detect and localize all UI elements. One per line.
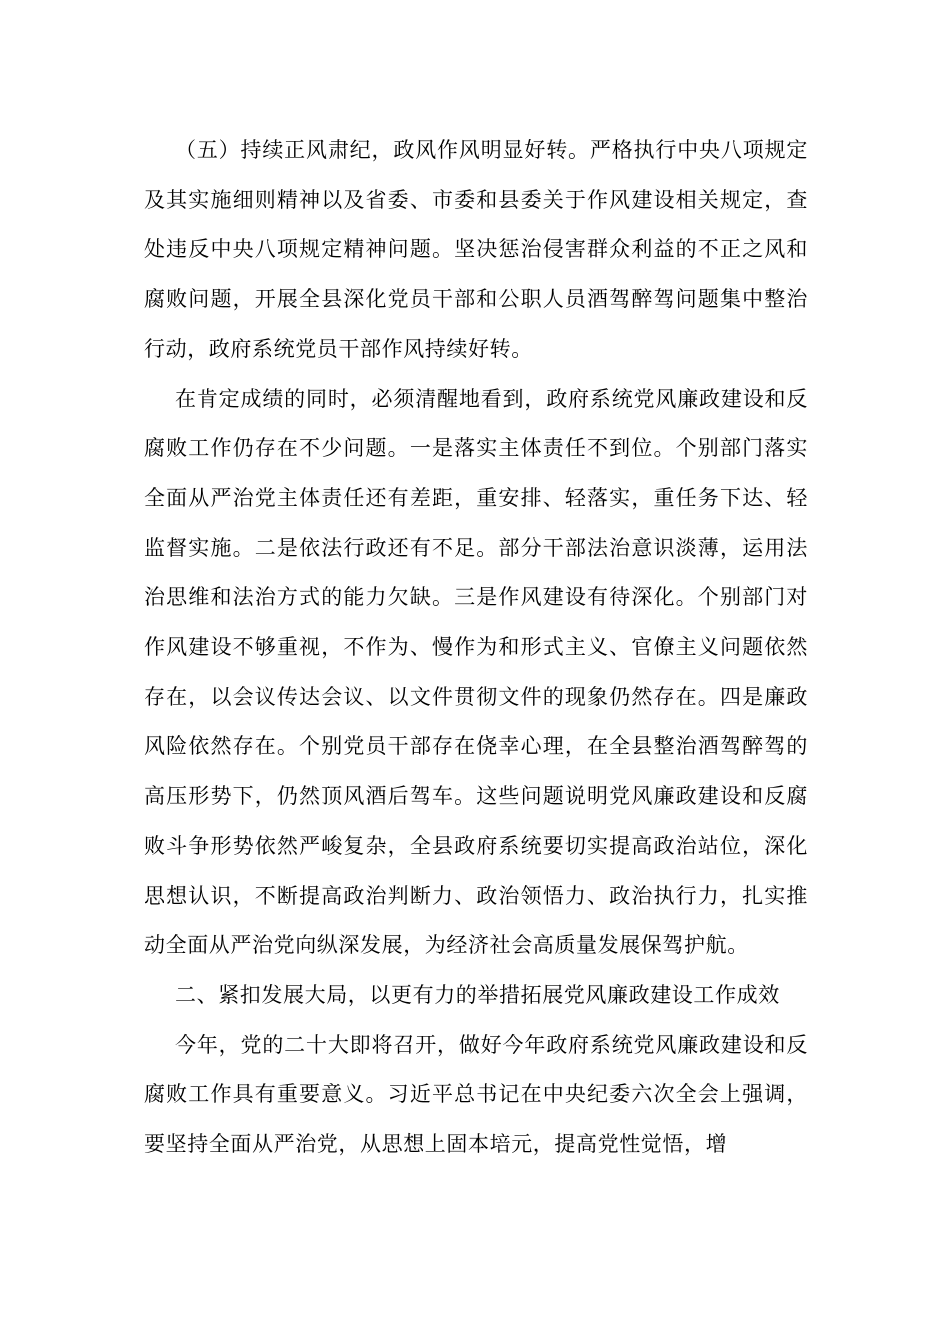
section-heading-two: 二、紧扣发展大局，以更有力的举措拓展党风廉政建设工作成效 bbox=[175, 982, 780, 1007]
paragraph-work-style: （五）持续正风肃纪，政风作风明显好转。严格执行中央八项规定及其实施细则精神以及省委、市委和县委关于作风建设相关规定，查处违反中央八项规定精神问题。坚决惩治侵害群众利益的不正之风和腐败问题，开展全县深化党员干部和公职人员酒驾醉驾问题集中整治行动，政府系统党员干部作风持续好转。 bbox=[144, 138, 808, 361]
paragraph-existing-problems: 在肯定成绩的同时，必须清醒地看到，政府系统党风廉政建设和反腐败工作仍存在不少问题。一是落实主体责任不到位。个别部门落实全面从严治党主体责任还有差距，重安排、轻落实，重任务下达、轻监督实施。二是依法行政还有不足。部分干部法治意识淡薄，运用法治思维和法治方式的能力欠缺。三是作风建设有待深化。个别部门对作风建设不够重视，不作为、慢作为和形式主义、官僚主义问题依然存在，以会议传达会议、以文件贯彻文件的现象仍然存在。四是廉政风险依然存在。个别党员干部存在侥幸心理，在全县整治酒驾醉驾的高压形势下，仍然顶风酒后驾车。这些问题说明党风廉政建设和反腐败斗争形势依然严峻复杂，全县政府系统要切实提高政治站位，深化思想认识，不断提高政治判断力、政治领悟力、政治执行力，扎实推动全面从严治党向纵深发展，为经济社会高质量发展保驾护航。 bbox=[144, 386, 808, 958]
paragraph-this-year: 今年，党的二十大即将召开，做好今年政府系统党风廉政建设和反腐败工作具有重要意义。习近平总书记在中央纪委六次全会上强调，要坚持全面从严治党，从思想上固本培元，提高党性觉悟，增 bbox=[144, 1032, 808, 1157]
document-body bbox=[144, 126, 808, 1170]
